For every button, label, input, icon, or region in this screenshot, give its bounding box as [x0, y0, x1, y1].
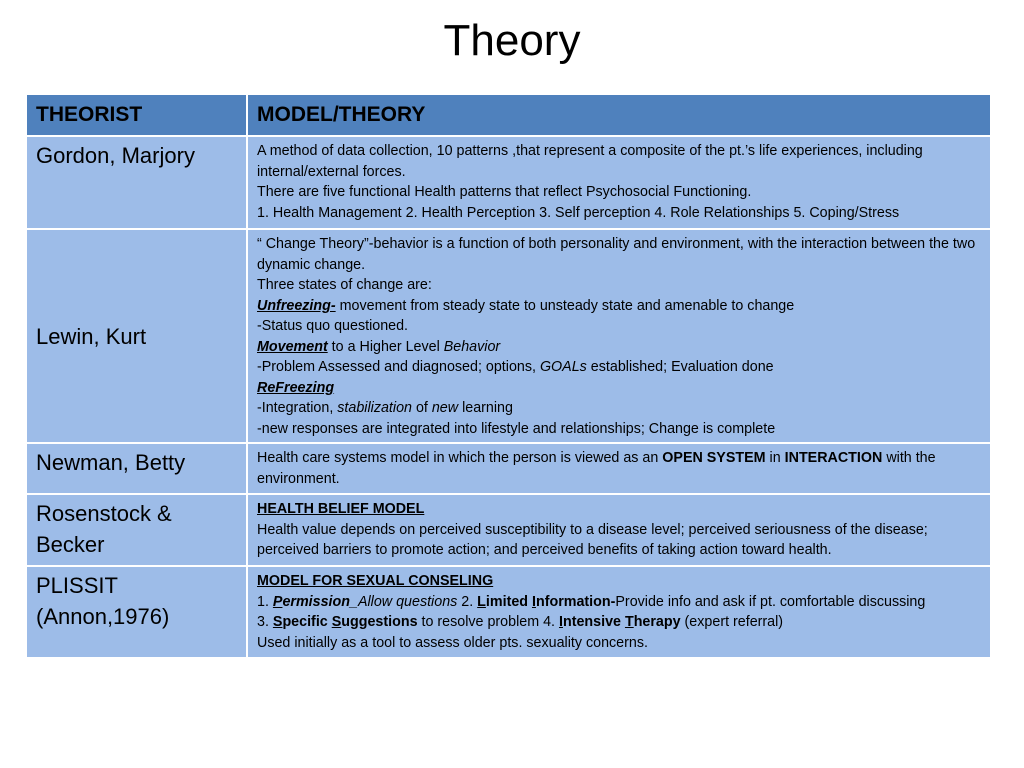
table-row: [26, 136, 991, 229]
model-text: 1. Health Management 2. Health Perception 3. Self perception 4. Role Relationships 5. Coping/Stress: [257, 204, 900, 221]
model-text: 2.: [457, 593, 478, 610]
model-text: Used initially as a tool to assess older pts. sexuality concerns.: [257, 634, 648, 651]
emphasis-text: imited: [485, 593, 532, 610]
model-text: in: [765, 450, 785, 466]
theorist-cell: Newman, Betty: [26, 443, 247, 494]
emphasis-text: OPEN SYSTEM: [662, 450, 766, 466]
theory-table: [25, 93, 992, 659]
model-text: -Integration,: [257, 400, 338, 416]
table-row: [26, 566, 991, 658]
model-text: learning: [458, 400, 513, 416]
emphasis-text: INTERACTION: [784, 450, 883, 466]
model-text: of: [411, 400, 432, 416]
model-text: Health care systems model in which the person is viewed as an: [257, 450, 663, 466]
table-row: [26, 494, 991, 566]
emphasis-text: _Allow questions: [350, 593, 458, 610]
emphasis-text: herapy: [633, 614, 681, 630]
table-row: [26, 229, 991, 443]
model-cell: [247, 229, 991, 443]
emphasis-text: L: [477, 593, 486, 610]
model-cell: [247, 566, 991, 658]
emphasis-text: Movement: [257, 338, 328, 355]
model-text: [257, 398, 984, 419]
model-text: movement from steady state to unsteady state and amenable to change: [335, 297, 795, 314]
emphasis-text: new: [431, 400, 459, 416]
model-cell: [247, 136, 991, 229]
model-text: 3.: [257, 614, 273, 630]
table-header-row: [26, 94, 991, 136]
emphasis-text: nformation-: [535, 593, 616, 610]
model-text: -new responses are integrated into lifestyle and relationships; Change is complete: [257, 420, 776, 437]
model-text: Provide info and ask if pt. comfortable discussing: [615, 593, 926, 610]
emphasis-text: uggestions: [341, 614, 418, 630]
model-heading: HEALTH BELIEF MODEL: [257, 501, 425, 517]
model-text: [257, 592, 984, 613]
model-text: [257, 357, 984, 378]
emphasis-text: P: [272, 593, 283, 610]
emphasis-text: pecific: [282, 614, 332, 630]
model-text: A method of data collection, 10 patterns ,that represent a composite of the pt.’s life experiences, including internal/external forces.: [257, 143, 923, 180]
emphasis-text: Unfreezing-: [257, 297, 336, 314]
emphasis-text: ReFreezing: [257, 379, 335, 396]
model-text: (expert referral): [680, 614, 784, 630]
theorist-cell: Gordon, Marjory: [26, 136, 247, 229]
model-text: “ Change Theory”-behavior is a function of both personality and environment, with the interaction between the two dynamic change.: [257, 236, 976, 273]
emphasis-text: T: [624, 614, 634, 630]
model-text: 1.: [257, 593, 273, 610]
model-cell: [247, 443, 991, 494]
theorist-cell: PLISSIT (Annon,1976): [26, 566, 247, 658]
model-text: -Status quo questioned.: [257, 318, 409, 334]
header-model-theory: MODEL/THEORY: [247, 94, 991, 136]
emphasis-text: I: [531, 593, 536, 610]
emphasis-text: GOALs: [539, 359, 587, 375]
emphasis-text: ntensive: [562, 614, 625, 630]
theorist-cell: Lewin, Kurt: [26, 229, 247, 443]
model-text: [257, 612, 984, 633]
model-text: Health value depends on perceived susceptibility to a disease level; perceived seriousness of the disease; perceived barriers to promote action; and perceived benefits of taking action toward health.: [257, 521, 928, 558]
theorist-cell: Rosenstock & Becker: [26, 494, 247, 566]
emphasis-text: Behavior: [443, 338, 501, 355]
model-text: Three states of change are:: [257, 277, 432, 293]
page-title: Theory: [443, 16, 581, 65]
model-text: [257, 448, 984, 489]
emphasis-text: S: [331, 614, 342, 630]
emphasis-text: S: [272, 614, 283, 630]
model-text: to resolve problem 4.: [417, 614, 559, 630]
header-theorist: THEORIST: [26, 94, 247, 136]
model-text: [257, 296, 984, 317]
model-cell: [247, 494, 991, 566]
model-heading: MODEL FOR SEXUAL CONSELING: [257, 573, 494, 589]
model-text: with the environment.: [257, 450, 936, 487]
model-text: There are five functional Health patterns that reflect Psychosocial Functioning.: [257, 184, 752, 200]
model-text: -Problem Assessed and diagnosed; options,: [257, 359, 540, 375]
model-text: [257, 337, 984, 358]
emphasis-text: ermission: [282, 593, 350, 610]
model-text: to a Higher Level: [327, 338, 444, 355]
emphasis-text: stabilization: [337, 400, 412, 416]
emphasis-text: I: [558, 614, 563, 630]
table-row: [26, 443, 991, 494]
model-text: established; Evaluation done: [586, 359, 774, 375]
